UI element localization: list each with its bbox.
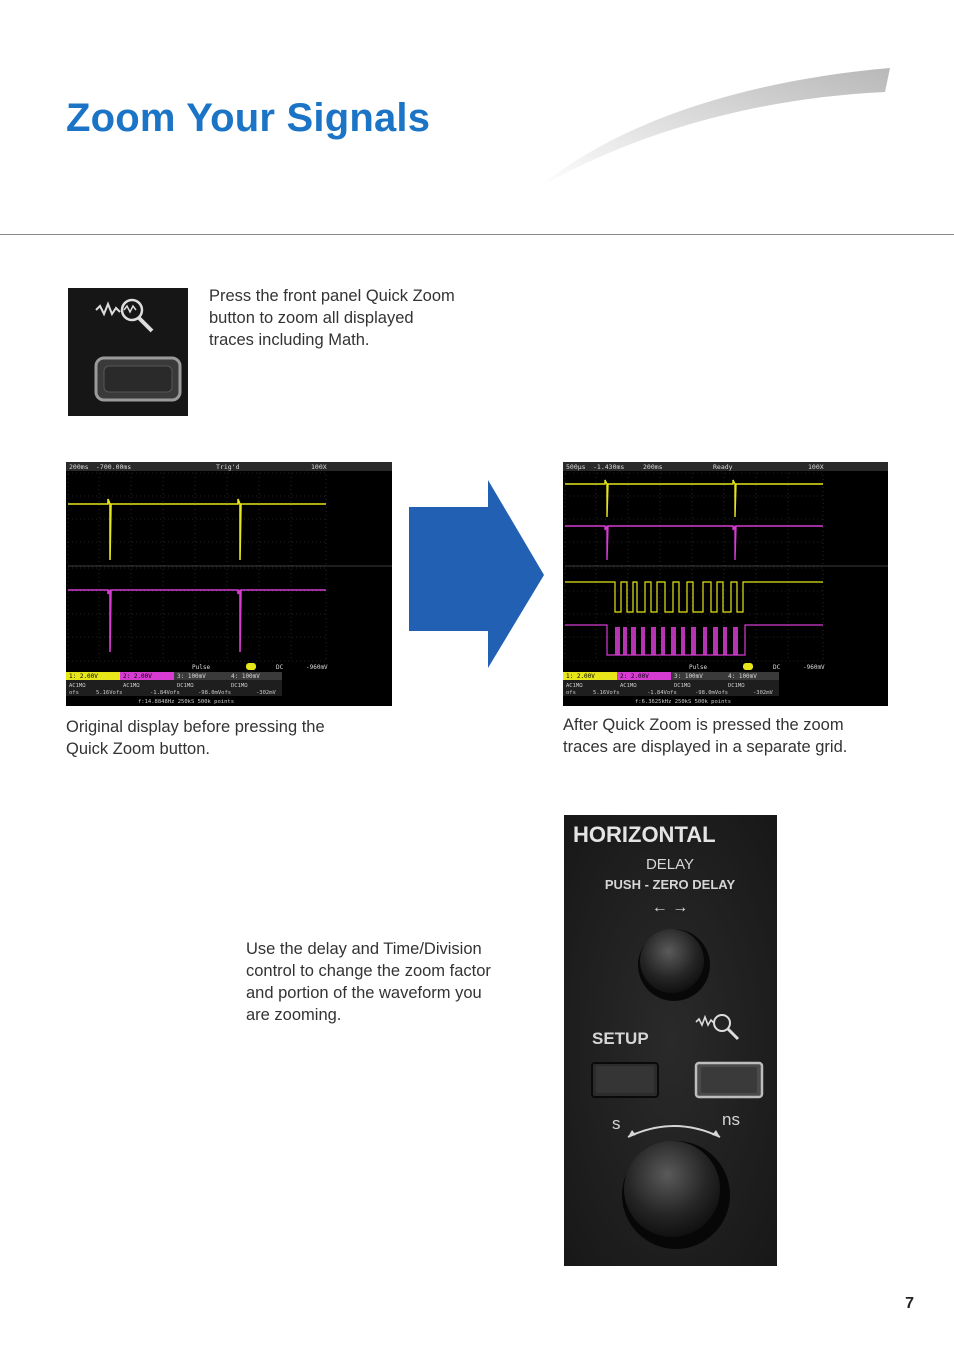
header-timebase: 500μs (566, 463, 586, 471)
delay-knob[interactable] (640, 929, 704, 993)
trigger-type: Pulse (689, 664, 708, 671)
ch2-coupling: AC1MΩ (123, 683, 140, 689)
intro-line: traces including Math. (209, 331, 370, 349)
ch4-offset: -302mV (256, 690, 276, 696)
page-number: 7 (905, 1295, 914, 1312)
caption-line: Quick Zoom button. (66, 740, 210, 758)
right-arrow-icon (408, 480, 546, 670)
time-division-knob[interactable] (624, 1141, 720, 1237)
scope-screen-after (563, 462, 888, 706)
ch3-coupling: DC1MΩ (674, 683, 691, 689)
delay-line: are zooming. (246, 1006, 342, 1024)
ch3-scale: 3: 100mV (674, 673, 703, 680)
panel-heading: HORIZONTAL (573, 822, 716, 847)
s-label: s (612, 1114, 621, 1133)
ch4-offset: -302mV (753, 690, 773, 696)
horizontal-panel-graphic (564, 815, 777, 1266)
delay-line: Use the delay and Time/Division (246, 940, 482, 958)
offset-label: ofs (566, 690, 576, 696)
ch1-coupling: AC1MΩ (566, 683, 583, 689)
ch3-coupling: DC1MΩ (177, 683, 194, 689)
frequency-readout: f:14.8848Hz 250kS 500k points (138, 699, 235, 705)
ch2-coupling: AC1MΩ (620, 683, 637, 689)
ch4-scale: 4: 100mV (728, 673, 757, 680)
intro-line: button to zoom all displayed (209, 309, 414, 327)
intro-text (209, 285, 529, 351)
frequency-readout: f:6.3625kHz 250kS 500k points (635, 699, 732, 705)
decorative-swoosh (530, 60, 900, 195)
offset-label: ofs (69, 690, 79, 696)
ch1-scale: 1: 2.00V (566, 673, 595, 680)
ch4-coupling: DC1MΩ (231, 683, 248, 689)
delay-instructions (246, 938, 546, 1026)
trigger-coupling: DC (276, 664, 284, 671)
ch3-offset: -98.0mVofs (695, 690, 729, 696)
intro-line: Press the front panel Quick Zoom (209, 287, 455, 305)
ch4-coupling: DC1MΩ (728, 683, 745, 689)
setup-label: SETUP (592, 1029, 649, 1048)
header-trigger-state: Ready (713, 463, 733, 471)
ch1-offset: 5.16Vofs (593, 690, 620, 696)
delay-line: control to change the zoom factor (246, 962, 491, 980)
caption-line: traces are displayed in a separate grid. (563, 738, 848, 756)
ch2-scale: 2: 2.00V (620, 673, 649, 680)
header-delay: -1.430ms (593, 463, 625, 471)
header-zoom-timebase: 200ms (643, 463, 663, 471)
header-probe: 100X (808, 463, 824, 471)
ch1-coupling: AC1MΩ (69, 683, 86, 689)
scope-screen-before-graphic (66, 462, 392, 706)
delay-label: DELAY (645, 856, 695, 873)
ns-label: ns (722, 1110, 740, 1129)
ch2-offset: -1.84Vofs (150, 690, 180, 696)
ch3-offset: -98.0mVofs (198, 690, 232, 696)
ch1-scale: 1: 2.00V (69, 673, 98, 680)
trigger-level: -960mV (803, 664, 825, 671)
ch2-scale: 2: 2.00V (123, 673, 152, 680)
caption-line: Original display before pressing the (66, 718, 325, 736)
scope-screen-before (66, 462, 392, 706)
page-title: Zoom Your Signals (66, 96, 431, 140)
trigger-level: -960mV (306, 664, 328, 671)
delay-line: and portion of the waveform you (246, 984, 482, 1002)
delay-arrows: ← → (651, 899, 689, 916)
header-timebase: 200ms (69, 463, 89, 471)
caption-before (66, 716, 396, 760)
ch1-offset: 5.16Vofs (96, 690, 123, 696)
ch2-offset: -1.84Vofs (647, 690, 677, 696)
push-zero-delay-label: PUSH - ZERO DELAY (604, 877, 736, 892)
quick-zoom-icon (68, 288, 188, 416)
header-probe: 100X (311, 463, 327, 471)
header-trigger-state: Trig'd (216, 463, 240, 471)
trigger-coupling: DC (773, 664, 781, 671)
quick-zoom-button-photo (68, 288, 188, 416)
ch3-scale: 3: 100mV (177, 673, 206, 680)
caption-line: After Quick Zoom is pressed the zoom (563, 716, 844, 734)
header-delay: -700.00ms (96, 463, 132, 471)
header-divider (0, 234, 954, 235)
ch4-scale: 4: 100mV (231, 673, 260, 680)
caption-after (563, 714, 903, 758)
horizontal-control-panel (564, 815, 777, 1266)
trigger-type: Pulse (192, 664, 211, 671)
scope-screen-after-graphic (563, 462, 888, 706)
